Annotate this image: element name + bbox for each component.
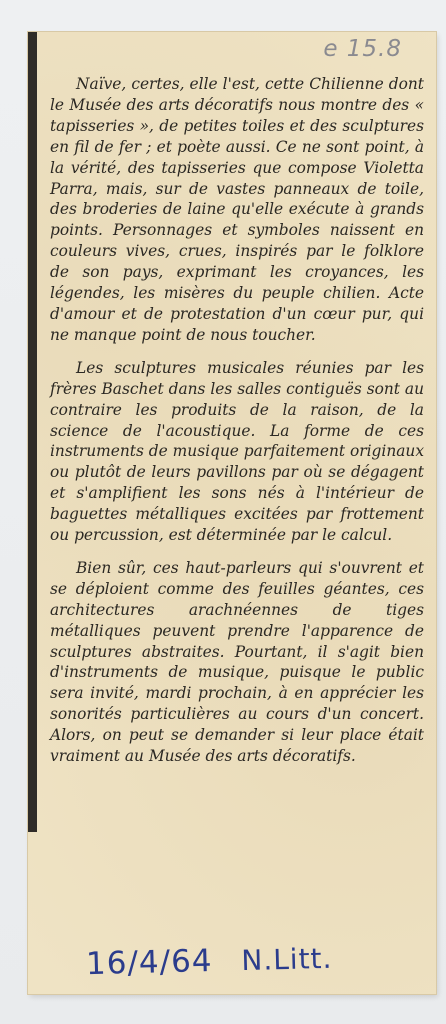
article-paragraph-1: Naïve, certes, elle l'est, cette Chilienne dont le Musée des arts décoratifs nous montre des « tapisseries », de petites toiles et des sculptures en fil de fer ; et poète aussi. Ce ne sont point, à la vérité, des tapisseries que compose Violetta Parra, mais, sur de vastes panneaux de toile, des broderies de laine qu'elle exécute à grands points. Personnages et symboles naissent en couleurs vives, crues, inspirés par le folklore de son pays, exprimant les croyances, les légendes, les misères du peuple chilien. Acte d'amour et de protestation d'un cœur pur, qui ne manque point de nous toucher. (50, 75, 424, 344)
article-paragraph-3: Bien sûr, ces haut-parleurs qui s'ouvrent et se déploient comme des feuilles géantes, ces architectures arachnéennes de tiges métalliques peuvent prendre l'apparence de sculptures abstraites. Pourtant, il s'agit bien d'instruments de musique, puisque le public sera invité, mardi prochain, à en apprécier les sonorités particulières au cours d'un concert. Alors, on peut se demander si leur place était vraiment au Musée des arts décoratifs. (50, 558, 424, 766)
newspaper-clipping (28, 32, 436, 994)
handwritten-date: 16/4/64 (85, 942, 213, 983)
handwritten-source: N.Litt. (240, 941, 333, 978)
pencil-reference-number: e 15.8 (323, 36, 402, 62)
article-body (50, 74, 424, 779)
article-paragraph-2: Les sculptures musicales réunies par les frères Baschet dans les salles contiguës sont au contraire les produits de la raison, de la science de l'acoustique. La forme de ces instruments de musique parfaitement originaux ou plutôt de leurs pavillons par où se dégagent et s'amplifient les sons nés à l'intérieur de baguettes métalliques excitées par frottement ou percussion, est déterminée par le calcul. (50, 358, 424, 545)
handwritten-annotation (86, 940, 333, 982)
column-rule (28, 32, 37, 832)
